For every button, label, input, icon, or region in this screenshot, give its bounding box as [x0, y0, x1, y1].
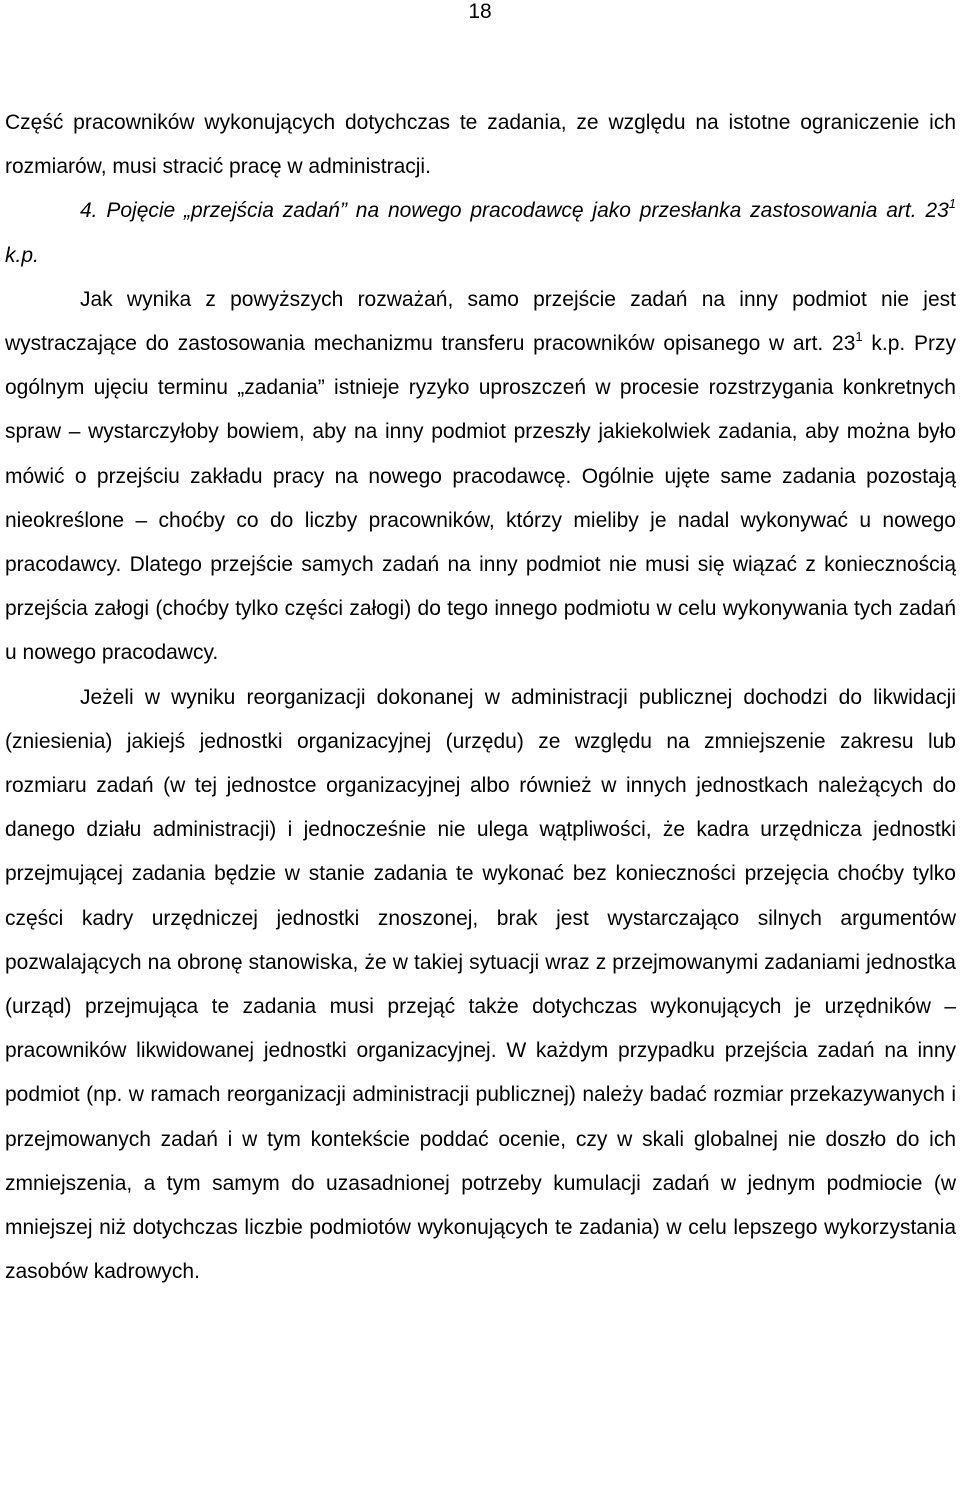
paragraph-2-start: Jak wynika z powyższych rozważań, samo przejście zadań na inny podmiot nie jest wystraczające do zastosowania mechanizmu transferu pracowników opisanego w art. 23 — [5, 287, 956, 356]
document-body — [5, 101, 956, 1294]
paragraph-2-rest: k.p. Przy ogólnym ujęciu terminu „zadania” istnieje ryzyko uproszczeń w procesie rozstrzygania konkretnych spraw – wystarczyłoby bowiem, aby na inny podmiot przeszły jakiekolwiek zadania, aby można było mówić o przejściu zakładu pracy na nowego pracodawcę. Ogólnie ujęte same zadania pozostają nieokreślone – choćby co do liczby pracowników, którzy mieliby je nadal wykonywać u nowego pracodawcy. Dlatego przejście samych zadań na inny podmiot nie musi się wiązać z koniecznością przejścia załogi (choćby tylko części załogi) do tego innego podmiotu w celu wykonywania tych zadań u nowego pracodawcy. — [5, 332, 956, 665]
page-number: 18 — [468, 0, 492, 23]
section-heading-text: 4. Pojęcie „przejścia zadań” na nowego pracodawcę jako przesłanka zastosowania art. 23 — [80, 199, 949, 223]
section-heading — [5, 189, 956, 277]
paragraph-3: Jeżeli w wyniku reorganizacji dokonanej w administracji publicznej dochodzi do likwidacji (zniesienia) jakiejś jednostki organizacyjnej (urzędu) ze względu na zmniejszenie zakresu lub rozmiaru zadań (w tej jednostce organizacyjnej albo również w innych jednostkach należących do danego działu administracji) i jednocześnie nie ulega wątpliwości, że kadra urzędnicza jednostki przejmującej zadania będzie w stanie zadania te wykonać bez konieczności przejęcia choćby tylko części kadry urzędniczej jednostki znoszonej, brak jest wystarczająco silnych argumentów pozwalających na obronę stanowiska, że w takiej sytuacji wraz z przejmowanymi zadaniami jednostka (urząd) przejmująca te zadania musi przejąć także dotychczas wykonujących je urzędników – pracowników likwidowanej jednostki organizacyjnej. W każdym przypadku przejścia zadań na inny podmiot (np. w ramach reorganizacji administracji publicznej) należy badać rozmiar przekazywanych i przejmowanych zadań i w tym kontekście poddać ocenie, czy w skali globalnej nie doszło do ich zmniejszenia, a tym samym do uzasadnionej potrzeby kumulacji zadań w jednym podmiocie (w mniejszej niż dotychczas liczbie podmiotów wykonujących te zadania) w celu lepszego wykorzystania zasobów kadrowych. — [5, 685, 956, 1284]
paragraph-1: Część pracowników wykonujących dotychczas te zadania, ze względu na istotne ograniczenie ich rozmiarów, musi stracić pracę w administracji. — [5, 111, 956, 179]
heading-superscript: 1 — [948, 196, 956, 212]
paragraph-2-superscript: 1 — [855, 329, 863, 345]
paragraph-2 — [5, 278, 956, 676]
section-heading-tail: k.p. — [5, 243, 39, 267]
